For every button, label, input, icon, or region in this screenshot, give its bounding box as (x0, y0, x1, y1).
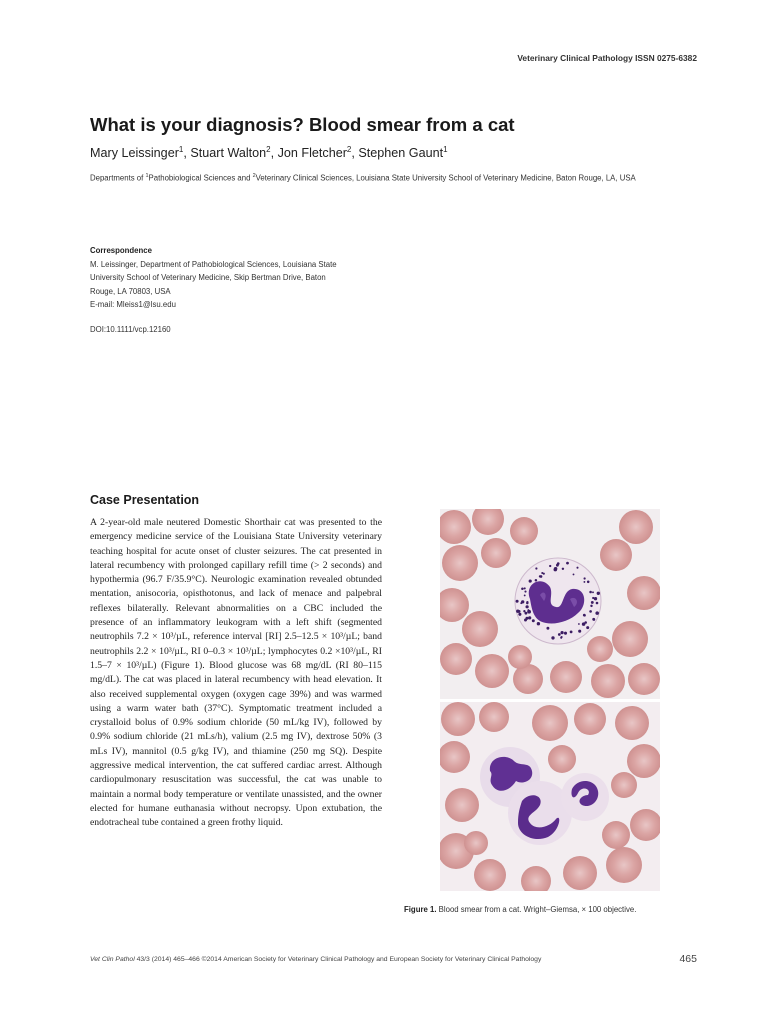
granule (551, 636, 554, 639)
affiliation-dept: Veterinary Clinical Sciences, Louisiana State University School of Veterinary Medicine, Baton Rouge, LA, USA (255, 173, 636, 183)
page-number: 465 (679, 953, 697, 965)
granule (566, 562, 569, 565)
granule (596, 602, 599, 605)
red-blood-cell (440, 643, 472, 675)
affiliation-mark: 2 (252, 173, 256, 179)
red-blood-cell (510, 517, 538, 545)
granule (525, 605, 528, 608)
granule (516, 610, 519, 613)
granule (578, 630, 581, 633)
case-presentation-text: A 2-year-old male neutered Domestic Shorthair cat was presented to the emergency medicine service of the Louisiana State University veterinary teaching hospital for acute onset of cluster seizures. The cat presented in lateral recumbency with prolonged capillary refill time (> 2 seconds) and hypothermia (96.7 F/35.9°C). Neurologic examination revealed obtunded mentation, anisocoria, opisthotonus, and lack of menace and palpebral reflexes bilaterally. Relevant abnormalities on a CBC included the presence of an inflammatory leukogram with a left shift (segmented neutrophils 7.2 × 10³/µL, reference interval [RI] 2.5–12.5 × 10³/µL; band neutrophils 2.2 × 10³/µL, RI 0–0.3 × 10³/µL; lymphocytes 0.2 ×10³/µL, RI 1.5–7 × 10³/µL) (Figure 1). Blood glucose was 68 mg/dL (RI 80–115 mg/dL). The cat was placed in lateral recumbency with head elevation. It also received supplemental oxygen (oxygen cage 39%) and was warmed using a warm water bath (37°C). Symptomatic treatment included a crystalloid bolus of 0.9% sodium chloride (50 mL/kg IV), followed by 0.9% sodium chloride (21 mLs/h), valium (2.5 mg IV), dextrose 50% (3 mLs IV), mannitol (0.5 g/kg IV), and thiamine (250 mg SQ). Despite aggressive medical intervention, the cat suffered cardiac arrest. Although cardiopulmonary resuscitation was successful, the cat was unable to maintain a normal body temperature or ventilate unassisted, and the owner elected for humane euthanasia without necropsy. Upon extubation, the endotracheal tube contained a green frothy liquid. (90, 517, 382, 829)
granule (523, 610, 525, 612)
doi[interactable]: DOI:10.1111/vcp.12160 (90, 325, 171, 334)
granule (528, 616, 531, 619)
affiliation-dept: Pathobiological Sciences and (148, 173, 253, 183)
page-footer (90, 956, 541, 963)
red-blood-cell (464, 831, 488, 855)
footer-journal-abbr: Vet Clin Pathol (90, 956, 135, 963)
granule (589, 591, 592, 594)
red-blood-cell (532, 705, 568, 741)
granule (587, 581, 590, 584)
blood-smear-figure (440, 509, 660, 891)
granule (527, 610, 531, 614)
author-affiliation-mark: 2 (266, 145, 271, 154)
granule (584, 615, 586, 617)
section-heading: Case Presentation (90, 493, 200, 507)
red-blood-cell (508, 645, 532, 669)
granule (518, 613, 521, 616)
granule (529, 580, 532, 583)
granule (584, 621, 587, 624)
granule (578, 623, 580, 625)
red-blood-cell (600, 539, 632, 571)
granule (546, 627, 549, 630)
correspondence-email[interactable]: E-mail: Mleiss1@lsu.edu (90, 300, 176, 309)
granule (557, 562, 560, 565)
affiliations (90, 170, 700, 185)
granule (524, 587, 526, 589)
granule (583, 577, 585, 579)
granule (562, 568, 564, 570)
article-title: What is your diagnosis? Blood smear from a cat (90, 114, 515, 135)
red-blood-cell (587, 636, 613, 662)
granule (535, 567, 537, 569)
granule (521, 600, 524, 603)
red-blood-cell (612, 621, 648, 657)
red-blood-cell (462, 611, 498, 647)
granule (583, 581, 585, 583)
red-blood-cell (481, 538, 511, 568)
red-blood-cell (550, 661, 582, 693)
correspondence-line: Rouge, LA 70803, USA (90, 286, 171, 296)
red-blood-cell (441, 702, 475, 736)
granule (591, 601, 594, 604)
affiliation-mark: 1 (145, 173, 149, 179)
granule (537, 622, 540, 625)
granule (554, 567, 557, 570)
author-name: Stephen Gaunt (358, 146, 444, 161)
granule (558, 633, 561, 636)
granule (539, 575, 541, 577)
granule (576, 567, 578, 569)
red-blood-cell (602, 821, 630, 849)
granule (535, 579, 538, 582)
author-affiliation-mark: 1 (178, 145, 184, 154)
granule (526, 602, 528, 604)
granule (525, 612, 528, 615)
author-name: Jon Fletcher (277, 146, 347, 161)
red-blood-cell (591, 664, 625, 698)
footer-citation: 43/3 (2014) 465–466 ©2014 American Society for Veterinary Clinical Pathology and European Society for Veterinary Clinical Pathology (134, 956, 542, 963)
journal-header: Veterinary Clinical Pathology ISSN 0275-6382 (517, 53, 697, 63)
red-blood-cell (619, 510, 653, 544)
author-affiliation-mark: 2 (346, 145, 352, 154)
author-list: Mary Leissinger$^1$, Stuart Walton$^2$, Jon Fletcher$^2$, Stephen Gaunt$^1$ (90, 145, 448, 161)
granule (524, 594, 526, 596)
red-blood-cell (615, 706, 649, 740)
granule (592, 591, 594, 593)
granule (589, 610, 592, 613)
correspondence-line: University School of Veterinary Medicine, Skip Bertman Drive, Baton (90, 273, 326, 282)
granule (564, 632, 567, 635)
correspondence-block (90, 244, 390, 312)
granule (586, 626, 589, 629)
red-blood-cell (627, 744, 660, 778)
author-name: Stuart Walton (190, 146, 267, 161)
author-name: Mary Leissinger (90, 146, 179, 161)
granule (521, 588, 524, 591)
red-blood-cell (474, 859, 506, 891)
red-blood-cell (606, 847, 642, 883)
blood-smear-micrograph (440, 509, 660, 891)
red-blood-cell (574, 703, 606, 735)
red-blood-cell (479, 702, 509, 732)
granule (549, 565, 551, 567)
band-neutrophil-cell-3 (561, 773, 609, 821)
red-blood-cell (548, 745, 576, 773)
granule (595, 611, 599, 615)
author-affiliation-mark: 1 (443, 145, 448, 154)
red-blood-cell (611, 772, 637, 798)
red-blood-cell (563, 856, 597, 890)
red-blood-cell (442, 545, 478, 581)
granule (593, 619, 595, 621)
correspondence-line: M. Leissinger, Department of Pathobiological Sciences, Louisiana State (90, 259, 337, 269)
red-blood-cell (627, 576, 660, 610)
granule (560, 631, 563, 634)
granule (570, 631, 573, 634)
red-blood-cell (445, 788, 479, 822)
red-blood-cell (475, 654, 509, 688)
granule (524, 591, 526, 593)
affiliation-prefix: Departments of (90, 173, 146, 183)
neutrophil-cell (515, 558, 601, 644)
granule (573, 573, 575, 575)
granule (525, 617, 528, 620)
figure-caption (404, 905, 636, 914)
granule (532, 619, 535, 622)
granule (516, 600, 519, 603)
figure-caption-text: Blood smear from a cat. Wright–Giemsa, × 100 objective. (438, 905, 637, 914)
red-blood-cell (628, 663, 660, 695)
figure-label: Figure 1. (404, 905, 437, 914)
granule (590, 605, 592, 607)
granule (595, 598, 597, 600)
correspondence-heading: Correspondence (90, 246, 152, 255)
granule (543, 573, 545, 575)
granule (597, 592, 600, 595)
granule (560, 637, 562, 639)
